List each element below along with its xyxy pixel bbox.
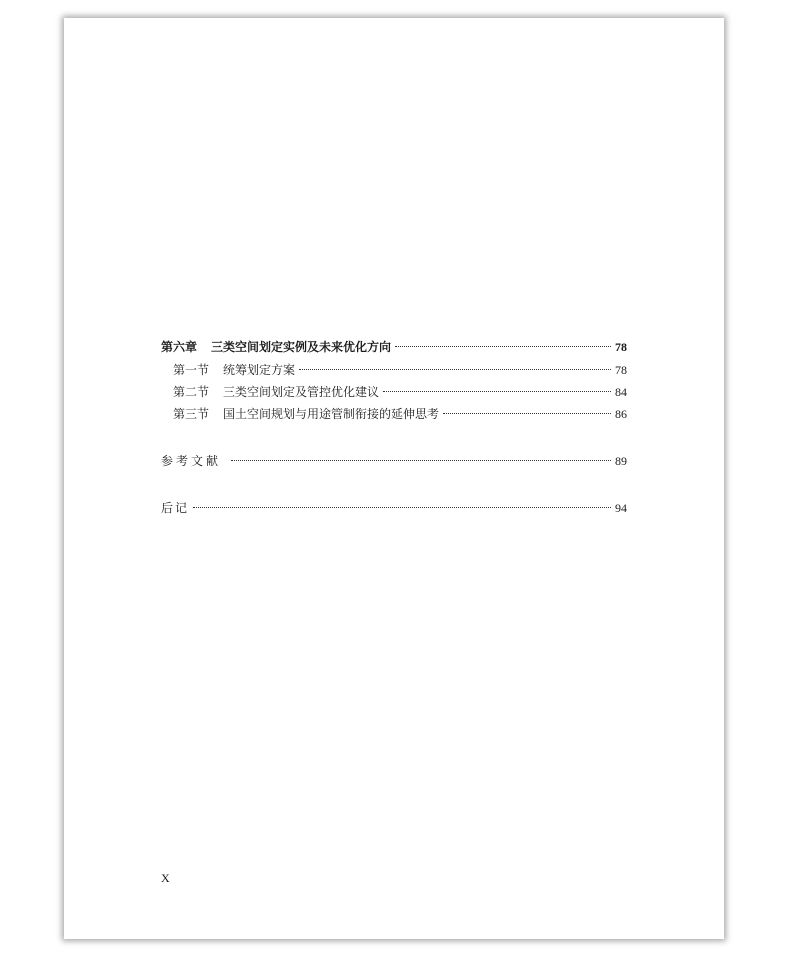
toc-section-entry[interactable] [173, 362, 627, 378]
dot-leader [299, 368, 611, 370]
section-page-number: 78 [615, 363, 627, 377]
section-title: 统筹划定方案 [223, 363, 296, 377]
section-page-number: 84 [615, 385, 627, 399]
dot-leader [231, 459, 611, 461]
afterword-page-number: 94 [615, 501, 627, 515]
section-title: 国土空间规划与用途管制衔接的延伸思考 [223, 407, 440, 421]
dot-leader [193, 506, 611, 508]
section-page-number: 86 [615, 407, 627, 421]
toc-chapter-entry[interactable] [161, 339, 627, 355]
toc-section-entry[interactable] [173, 406, 627, 422]
toc-section-entry[interactable] [173, 384, 627, 400]
toc-references-entry[interactable] [161, 453, 627, 469]
chapter-label: 第六章 [161, 340, 198, 354]
dot-leader [383, 390, 611, 392]
document-page [64, 18, 724, 939]
references-title: 参考文献 [161, 454, 222, 468]
dot-leader [395, 345, 611, 347]
section-title: 三类空间划定及管控优化建议 [223, 385, 380, 399]
section-label: 第三节 [173, 407, 210, 421]
afterword-title: 后记 [161, 501, 190, 515]
section-label: 第二节 [173, 385, 210, 399]
section-label: 第一节 [173, 363, 210, 377]
chapter-page-number: 78 [615, 340, 627, 354]
toc-afterword-entry[interactable] [161, 500, 627, 516]
dot-leader [443, 412, 611, 414]
references-page-number: 89 [615, 454, 627, 468]
page-folio: X [161, 871, 170, 885]
chapter-title: 三类空间划定实例及未来优化方向 [211, 340, 392, 354]
